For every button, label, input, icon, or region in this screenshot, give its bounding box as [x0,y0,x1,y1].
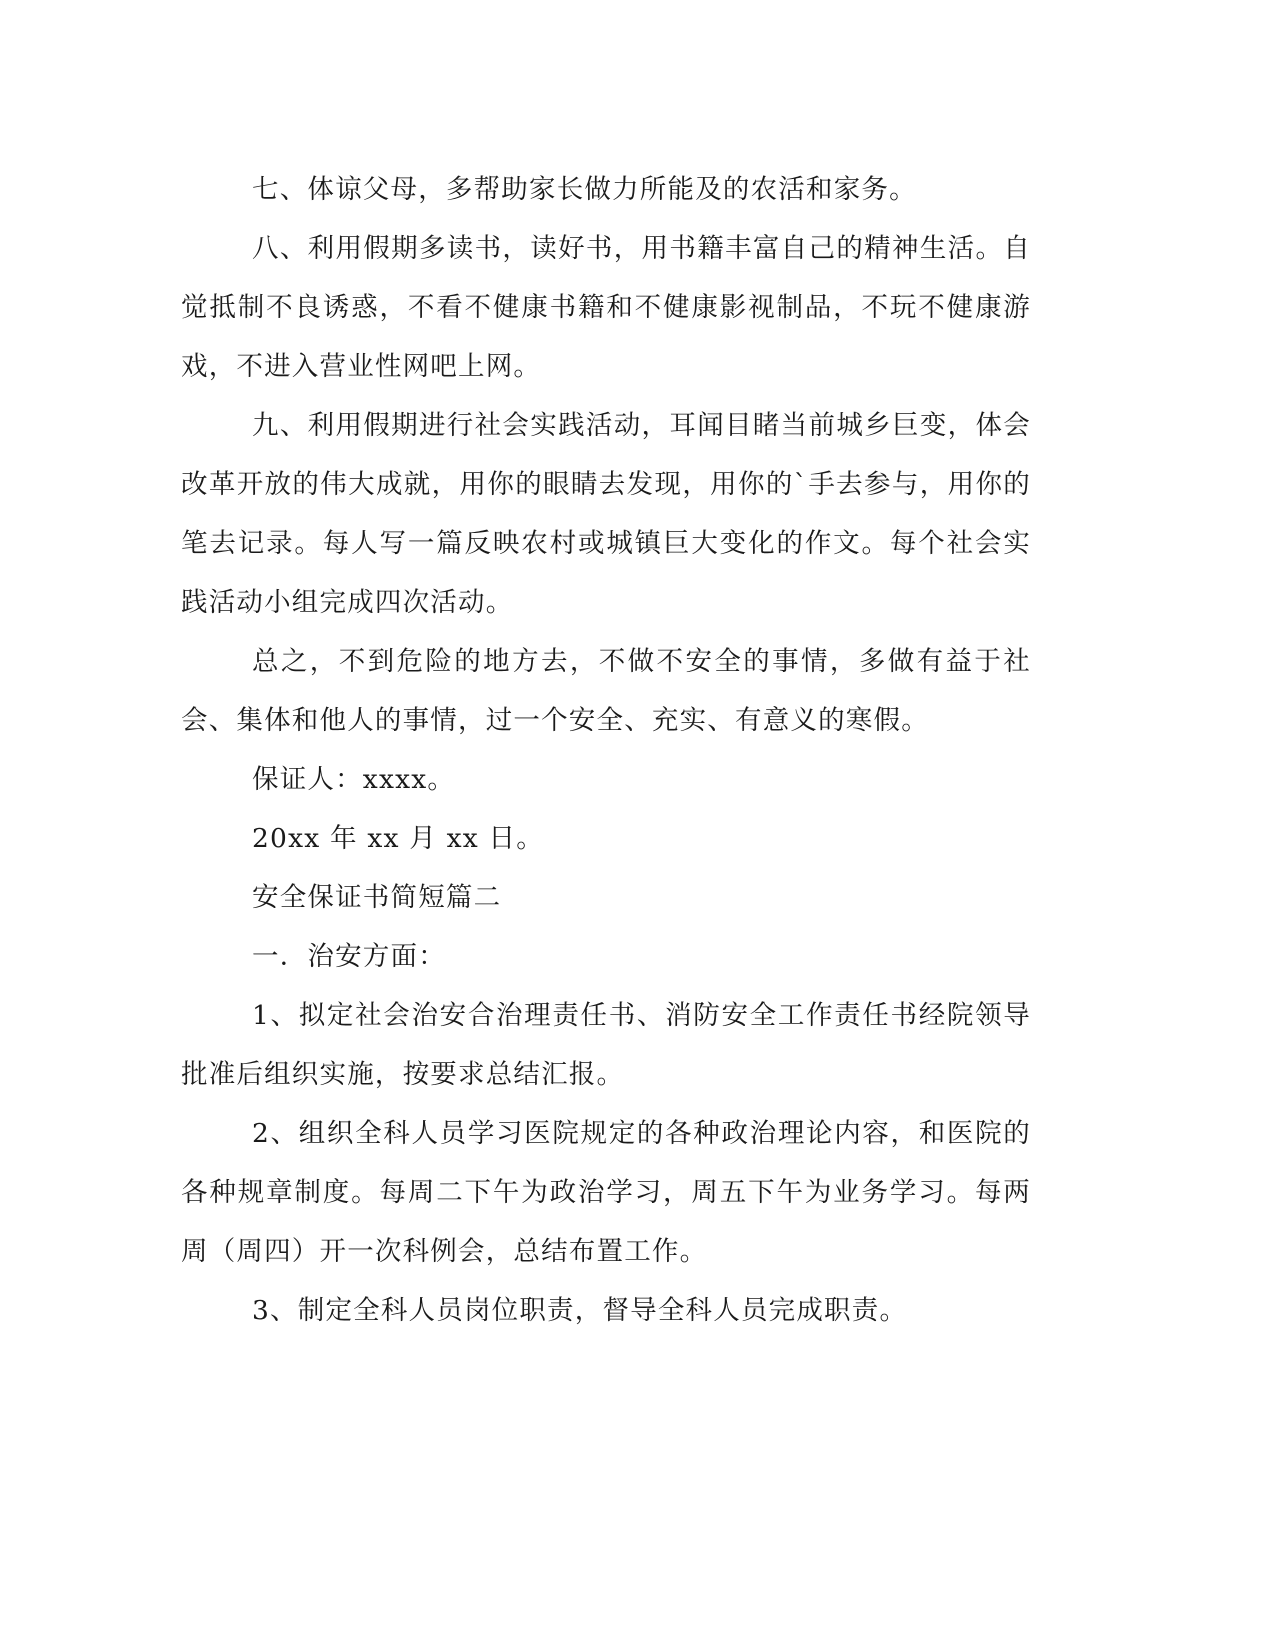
paragraph-8: 八、利用假期多读书，读好书，用书籍丰富自己的精神生活。自觉抵制不良诱惑，不看不健康书籍和不健康影视制品，不玩不健康游戏，不进入营业性网吧上网。 [181,233,1031,382]
guarantor-line: 保证人：xxxx。 [252,764,456,795]
item-3: 3、制定全科人员岗位职责，督导全科人员完成职责。 [252,1295,908,1326]
section-title: 安全保证书简短篇二 [252,882,502,913]
subsection-heading: 一．治安方面： [252,941,446,972]
item-1: 1、拟定社会治安合治理责任书、消防安全工作责任书经院领导批准后组织实施，按要求总结汇报。 [181,1000,1031,1090]
date-line: 20xx 年 xx 月 xx 日。 [252,823,544,854]
document-body [181,160,1031,1340]
item-2: 2、组织全科人员学习医院规定的各种政治理论内容，和医院的各种规章制度。每周二下午为政治学习，周五下午为业务学习。每两周（周四）开一次科例会，总结布置工作。 [181,1118,1031,1267]
paragraph-7: 七、体谅父母，多帮助家长做力所能及的农活和家务。 [252,174,917,205]
paragraph-9: 九、利用假期进行社会实践活动，耳闻目睹当前城乡巨变，体会改革开放的伟大成就，用你的眼睛去发现，用你的`手去参与，用你的笔去记录。每人写一篇反映农村或城镇巨大变化的作文。每个社会实践活动小组完成四次活动。 [181,410,1031,618]
paragraph-summary: 总之，不到危险的地方去，不做不安全的事情，多做有益于社会、集体和他人的事情，过一个安全、充实、有意义的寒假。 [181,646,1031,736]
